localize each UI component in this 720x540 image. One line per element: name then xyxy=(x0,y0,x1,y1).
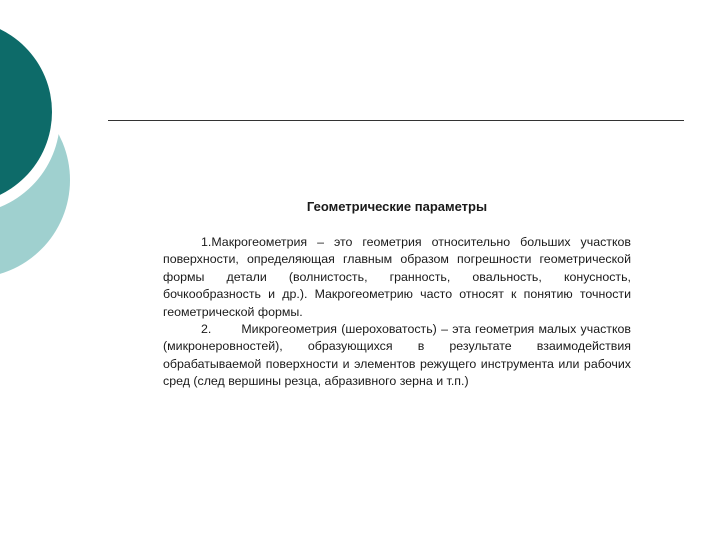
paragraph-microgeometry xyxy=(163,321,631,391)
paragraph-number: 2. xyxy=(201,322,212,337)
paragraph-macrogeometry xyxy=(163,234,631,321)
paragraph-text: Макрогеометрия – это геометрия относительно больших участков поверхности, определяющая главным образом погрешности геометрической формы детали (волнистость, гранность, овальность, конусность, бочкообразность и др.). Макрогеометрию часто относят к понятию точности геометрической формы. xyxy=(163,235,631,319)
slide-content xyxy=(163,198,631,391)
paragraph-number: 1. xyxy=(201,235,212,249)
slide-title: Геометрические параметры xyxy=(306,199,488,214)
paragraph-text: Микрогеометрия (шероховатость) – эта геометрия малых участков (микронеровностей), образующихся в результате взаимодействия обрабатываемой поверхности и элементов режущего инструмента или рабочих сред (след вершины резца, абразивного зерна и т.п.) xyxy=(163,322,631,389)
horizontal-divider xyxy=(108,120,684,121)
decorative-circles xyxy=(0,0,120,300)
